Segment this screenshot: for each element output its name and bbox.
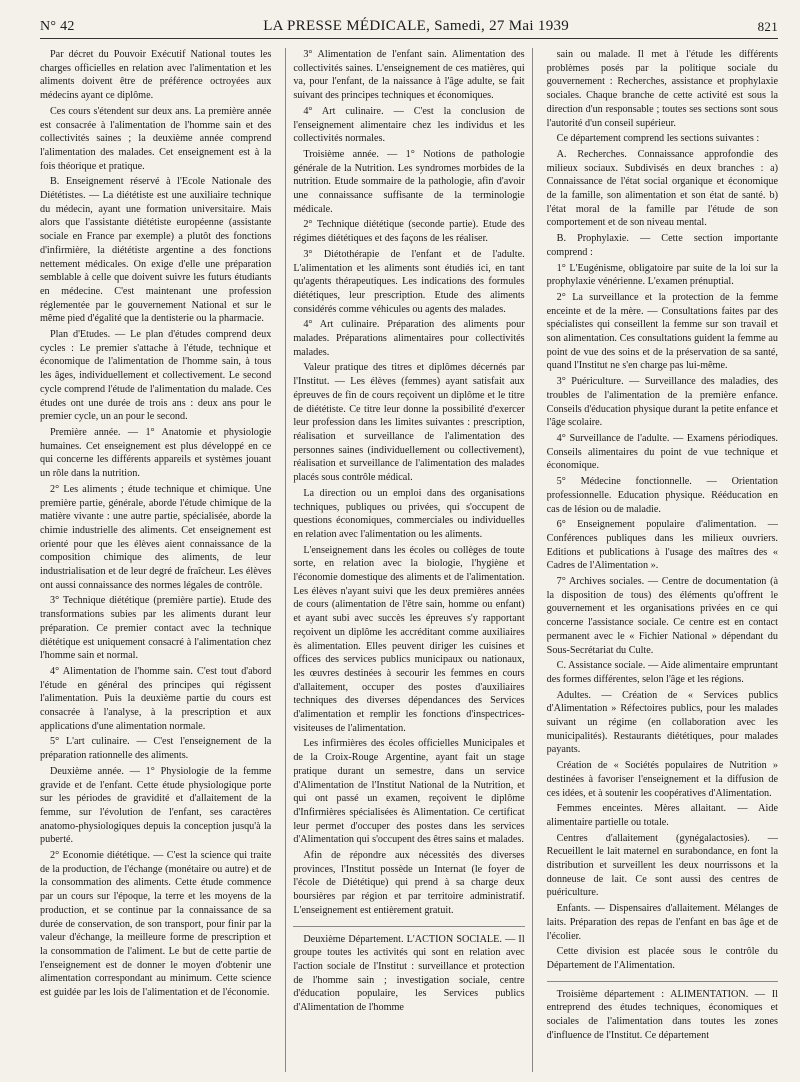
paragraph: 2° Economie diététique. — C'est la science qui traite de la production, de l'échange (monétaire ou autre) et de la consommation des aliments. Cette étude commence par un cours sur l'époque, la terre et les moyens de la production, et se continue par la connaissance de sa durée de conservation, de son transport, pour finir par la valeur d'échange, la meilleure forme de prescription et la consommation de l'aliment. Le but de cette partie de l'enseignement est de donner le moyen d'obtenir une alimentation correspondant au minimum. Cette science est guidée par les lois de l'alimentation et de l'économie. [40,850,272,999]
paragraph: 3° Technique diététique (première partie). Etude des transformations subies par les aliments durant leur préparation. Ce premier contact avec la technique diététique est uniquement consacré à l'alimentation chez l'homme sain et normal. [40,595,272,662]
article-columns [40,48,778,1072]
paragraph: 2° Les aliments ; étude technique et chimique. Une première partie, générale, aborde l'étude chimique de la matière vivante : une autre partie, spécialisée, aborde la chimie industrielle des aliments. Cet enseignement est orienté pour que les élèves aient connaissance de la composition chimique des aliments, de leur industrialisation et de leur degré de fraîcheur. Les élèves ont aussi connaissance des normes légales de contrôle. [40,483,272,591]
paragraph: 4° Art culinaire. Préparation des aliments pour malades. Préparations alimentaires pour collectivités malades. [293,319,525,358]
paragraph: 3° Puériculture. — Surveillance des maladies, des troubles de l'alimentation de la première enfance. Conseils d'éducation physique durant la petite enfance et l'âge scolaire. [546,376,778,429]
paragraph: B. Enseignement réservé à l'Ecole Nationale des Diététistes. — La diététiste est une auxiliaire technique du médecin, ayant une formation universitaire. Mais alors que l'assistante diététiste européenne (assistante sociale en France par exemple) a plutôt des fonctions d'infirmière, la diététiste argentine a des fonctions nettement médicales. On exige d'elle une préparation semblable à celle que doivent suivre les futurs étudiants en médecine. C'est maintenant une profession réglementée par le gouvernement National et sur le même pied d'égalité que la dentisterie ou la pharmacie. [40,176,272,325]
paragraph: Femmes enceintes. Mères allaitant. — Aide alimentaire partielle ou totale. [546,803,778,828]
paragraph: C. Assistance sociale. — Aide alimentaire empruntant des formes différentes, selon l'âge et les régions. [546,660,778,685]
paragraph: 2° Technique diététique (seconde partie). Etude des régimes diététiques et des façons de les réaliser. [293,219,525,245]
paragraph: 4° Surveillance de l'adulte. — Examens périodiques. Conseils alimentaires du point de vue technique et économique. [546,432,778,472]
paragraph: 5° L'art culinaire. — C'est l'enseignement de la préparation rationnelle des aliments. [40,736,272,762]
paragraph: 4° Alimentation de l'homme sain. C'est tout d'abord l'étude en général des principes qui régissent l'alimentation. Puis la deuxième partie du cours est consacrée à l'analyse, à la prescription et aux applications d'une alimentation normale. [40,665,272,732]
paragraph: 1° L'Eugénisme, obligatoire par suite de la loi sur la prophylaxie vénérienne. L'examen prénuptial. [546,262,778,288]
paragraph: A. Recherches. Connaissance approfondie des milieux sociaux. Subdivisés en deux branches : a) Connaissance de l'état social organique et économique de la famille, son alimentation et son état de santé. b) l'état moral de la famille par l'étude de son comportement et de son niveau mental. [546,148,778,229]
paragraph: Afin de répondre aux nécessités des diverses provinces, l'Institut possède un Internat (le foyer de l'école de Diététique) qui prend à sa charge deux boursières par région et par territoire administratif. L'enseignement est entièrement gratuit. [293,850,525,916]
paragraph: La direction ou un emploi dans des organisations techniques, publiques ou privées, qui s'occupent de questions économiques, commerciales ou individuelles en relation avec l'alimentation ou les aliments. [293,487,525,540]
paragraph: Les infirmières des écoles officielles Municipales et de la Croix-Rouge Argentine, ayant fait un stage pratique durant un semestre, dans un service d'Alimentation de l'Institut National de la Nutrition, et qui ont passé un examen, reçoivent le diplôme d'Infirmières spécialisées ès Alimentation. Ce certificat leur permet d'occuper des postes dans les services d'Alimentation qui s'occupent des êtres sains et malades. [293,738,525,846]
paragraph: Première année. — 1° Anatomie et physiologie humaines. Cet enseignement est plus développé en ce qui concerne les différents appareils et systèmes jouant un rôle dans la nutrition. [40,426,272,480]
paragraph: 2° La surveillance et la protection de la femme enceinte et de la mère. — Consultations faites par des spécialistes qui conseillent la femme sur son travail et son alimentation. Ces consultations guident la femme au point de vue des soins et de la préservation de sa santé, quand l'Institut ne s'en charge pas lui-même. [546,291,778,372]
paragraph: Plan d'Etudes. — Le plan d'études comprend deux cycles : Le premier s'attache à l'étude, technique et économique de l'alimentation de l'homme sain, à tous les âges, individuellement et collectivement. Le second cycle comprend l'étude de l'alimentation du malade. Ces études ont une durée de trois ans : deux ans pour le premier cycle, un an pour le second. [40,329,272,423]
paragraph: Adultes. — Création de « Services publics d'Alimentation » Réfectoires publics, pour les malades suivant un régime (en collaboration avec les municipalités). Restaurants diététiques, pour malades payants. [546,689,778,756]
paragraph: Troisième département : ALIMENTATION. — Il entreprend des études techniques, économiques et sociales de l'alimentation dans toutes les zones d'influence de l'Institut. Ce département [547,981,778,1043]
paragraph: Ces cours s'étendent sur deux ans. La première année est consacrée à l'alimentation de l'homme sain et des collectivités saines ; la deuxième année comprend l'alimentation des malades. Cet enseignement est à la fois théorique et pratique. [40,105,272,172]
paragraph: 5° Médecine fonctionnelle. — Orientation professionnelle. Education physique. Rééducation en cas de lésion ou de maladie. [546,476,778,515]
paragraph: 7° Archives sociales. — Centre de documentation (à la disposition de tous) des éléments qu'offrent le gouvernement et les organisations privées en ce qui concerne l'assistance sociale. Ce centre est en contact permanent avec le « Fichier National » dépendant du Sous-Secrétariat du Culte. [546,576,778,656]
paragraph: L'enseignement dans les écoles ou collèges de toute sorte, en relation avec la biologie, l'hygiène et l'économie domestique des aliments et de l'alimentation. Les élèves n'ayant suivi que les deux premières années de cours (alimentation de l'être sain, homme ou enfant) et ayant subi avec succès les épreuves s'y rapportant reçoivent un diplôme les accréditant comme auxiliaires ès alimentation. Elles peuvent diriger les cuisines et offices des services publics municipaux ou nationaux, les œuvres destinées à secourir les femmes en cours d'allaitement, occuper des postes d'auxiliaires techniques des diverses dépendances des Services d'alimentation et remplir les fonctions d'inspectrices-visiteuses de l'alimentation. [293,544,525,734]
page-header [40,14,778,39]
paragraph: 3° Alimentation de l'enfant sain. Alimentation des collectivités saines. L'enseignement de ces matières, qui va, pour l'enfant, de la naissance à l'âge adulte, se fait suivant des principes techniques et économiques. [293,49,525,102]
issue-number: N° 42 [40,19,75,34]
text-column-left [40,48,271,1072]
text-column-right [547,48,778,1072]
paragraph: Cette division est placée sous le contrôle du Département de l'Alimentation. [546,946,778,971]
paragraph: Enfants. — Dispensaires d'allaitement. Mélanges de laits. Préparation des repas de l'enfant en bas âge et de l'écolier. [546,903,778,942]
paragraph: B. Prophylaxie. — Cette section importante comprend : [546,233,778,258]
journal-title: LA PRESSE MÉDICALE, Samedi, 27 Mai 1939 [263,18,570,34]
paragraph: 4° Art culinaire. — C'est la conclusion de l'enseignement alimentaire chez les individus et les collectivités normales. [293,105,525,145]
paragraph: Ce département comprend les sections suivantes : [556,133,760,145]
paragraph: 3° Diétothérapie de l'enfant et de l'adulte. L'alimentation et les aliments sont étudiés ici, en tant qu'agents thérapeutiques. Les indications des formules diététiques, leur prescription. Etude des aliments considérés comme véhicules ou agents des malades. [293,248,525,315]
paragraph: Valeur pratique des titres et diplômes décernés par l'Institut. — Les élèves (femmes) ayant satisfait aux épreuves de fin de cours reçoivent un diplôme et le titre de diététiste. Ce titre leur donne la possibilité d'exercer leur profession dans les limites suivantes : prescription, réalisation et surveillance de l'alimentation des personnes saines (individuellement ou collectivement), réalisation et surveillance de l'alimentation des malades placés sous contrôle médical. [293,362,525,484]
paragraph: Deuxième Département. L'ACTION SOCIALE. — Il groupe toutes les activités qui sont en relation avec l'action sociale de l'Institut : surveillance et protection de l'homme sain ; investigation sociale, centre d'éducation populaire, les Services publics d'Alimentation de l'homme [293,926,524,1015]
paragraph: Par décret du Pouvoir Exécutif National toutes les charges officielles en relation avec l'alimentation et les aliments doivent être de préférence octroyées aux médecins ayant ce diplôme. [40,49,272,102]
paragraph: Création de « Sociétés populaires de Nutrition » destinées à favoriser l'enseignement et la diffusion de ces idées, et à soutenir les coopératives d'Alimentation. [546,760,778,799]
paragraph: sain ou malade. Il met à l'étude les différents problèmes posés par la politique sociale du gouvernement : Recherches, assistance et prophylaxie sociales. Chaque branche de cette activité est sous la direction d'un responsable ; toutes ses sections sont sous l'autorité d'un conseil supérieur. [546,49,778,129]
paragraph: Troisième année. — 1° Notions de pathologie générale de la Nutrition. Les syndromes morbides de la nutrition. Etude sommaire de la pathologie, afin d'avoir une connaissance suffisante de la terminologie médicale. [293,148,525,215]
paragraph: Centres d'allaitement (gynégalactosies). — Recueillent le lait maternel en surabondance, en font la distribution et surveillent les deux nourrissons et la donneuse de lait. Ce sont aussi des centres de puériculture. [546,832,778,899]
text-column-middle [285,48,532,1072]
paragraph: 6° Enseignement populaire d'alimentation. — Conférences publiques dans les milieux ouvriers. Editions et publications à l'usage des maîtres des « Cadres de l'Alimentation ». [546,519,778,572]
page-number: 821 [757,19,778,34]
paragraph: Deuxième année. — 1° Physiologie de la femme gravide et de l'enfant. Cette étude physiologique porte sur les périodes de gravidité et d'allaitement de la femme, sur l'évolution de l'enfant, ses caractères anatomo-physiologiques depuis la conception jusqu'à la puberté. [40,765,272,846]
